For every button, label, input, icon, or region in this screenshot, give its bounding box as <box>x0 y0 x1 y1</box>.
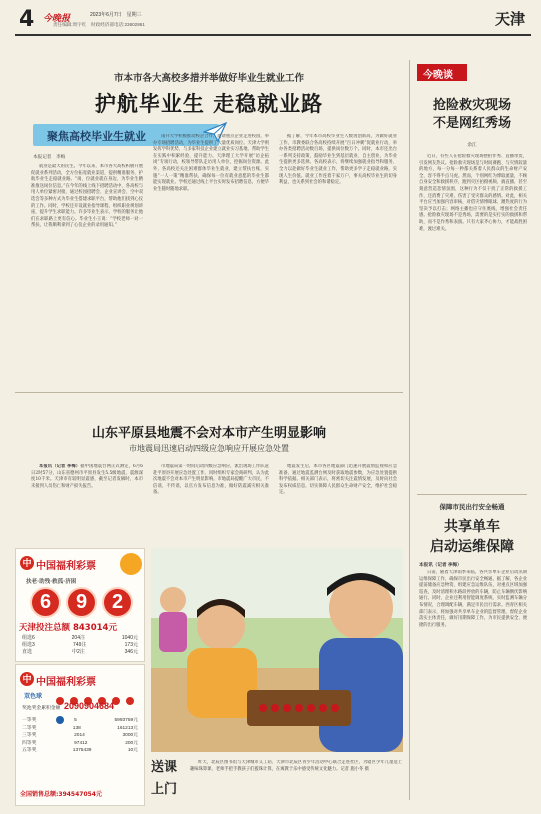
bike-text: 日前，随着天津雨季来临，各共享单车企业启动汛期运维保障工作，确保市民出行安全畅通。据了解，各企业提前储备应急物资，组建应急运维队伍，对重点区域加强巡查，及时清理积水路段停放的车辆，防止车辆倒伏影响通行。同时，企业还利用智能调度系统，实时监测车辆分布情况，合理调配车辆，满足市民出行需求。西青区相关部门表示，将加强对共享单车企业的监督管理，督促企业落实主体责任，做好汛期保障工作，为市民提供安全、便捷的出行服务。 <box>419 570 527 628</box>
bike-kicker: 保障市民出行安全畅通 <box>439 503 505 511</box>
commentary <box>413 62 531 482</box>
pool-amount: 2090904684 <box>64 701 115 711</box>
commentary-title-2: 不是网红秀场 <box>432 116 511 131</box>
lead-col1-text: 就业是最大的民生。今年以来，本市各大高校积极开展促就业系列活动，全方位拓宽就业渠道，提供精准服务，护航毕业生走稳就业路。“岗、位就业就在身边，为毕业生精准推送岗位信息。”在今年的线上线下招聘活动中，各高校与用人单位紧密对接，通过校园招聘会、企业宣讲会、空中双选会等多种方式为毕业生搭建求职平台，帮助他们找到心仪的工作。同时，学校还开设就业指导课程，组织职业规划讲座，提升学生求职能力。许多毕业生表示，学校的服务让他们在求职路上更有信心。毕业生小王说：“学校老师一对一帮扶，让我顺利拿到了心仪企业的录用通知。” <box>31 164 143 229</box>
photo-caption-title <box>151 756 187 804</box>
quake-col1-text: 据中国地震台网正式测定，6月6日2时57分，山东省德州市平原县发生5.5级地震，震源深度10千米。天津市有较明显震感，截至记者发稿时，本市未接到人员伤亡和财产损失报告。 <box>31 464 143 489</box>
caption-title-2: 上门 <box>151 782 178 797</box>
photo-caption <box>190 760 402 804</box>
topic-banner-label: 聚焦高校毕业生就业 <box>47 130 146 143</box>
welfare-lottery-logo-2 <box>20 671 140 689</box>
prize-row: 组选6 204注 1040元 <box>22 635 138 641</box>
quake-col2-text: 市地震局第一时间启动四级应急响应，派出现场工作队赶赴平原县开展应急处置工作，同时组织专家会商研判，认为此次地震不会对本市产生明显影响。市地震局提醒广大市民，不信谣、不传谣，以官方发布信息为准，做好防震减灾相关准备。 <box>153 464 269 496</box>
prize-row: 直选 中2注 346元 <box>22 649 138 655</box>
news-photo <box>151 548 403 752</box>
bike-story <box>413 494 531 806</box>
masthead-logo: 今晚报 <box>43 14 71 24</box>
lottery-logo-text: 中国福利彩票 <box>36 561 96 572</box>
lottery-ad-ssq <box>15 664 145 806</box>
welfare-3d-badge <box>120 553 142 575</box>
lead-col2-text: 南开大学积极推动校企合作，邀请重点企业走进校园，举办专场招聘活动，为毕业生提供了大量优质岗位。天津大学则发挥学科优势，与多家科技企业建立就业实习基地，帮助学生在实践中积累经验、提升能力。天津理工大学开展“访企拓岗”专项行动，校领导带队走访用人单位，挖掘岗位资源。此外，各高校还关注困难群体毕业生就业，建立帮扶台账，实施“一人一策”精准帮扶，确保每一位有就业意愿的毕业生都能实现就业。学校还通过线上平台实时发布招聘信息，方便毕业生随时随地求职。 <box>153 134 269 192</box>
ssq-subtitle: 双色球 <box>24 693 43 700</box>
red-ball <box>126 697 134 705</box>
quake-col3 <box>279 464 397 538</box>
lead-kicker: 市本市各大高校多措并举做好毕业生就业工作 <box>113 73 304 84</box>
winning-ball-3: 2 <box>102 587 133 618</box>
quake-rule <box>15 392 403 393</box>
lead-body-col1 <box>31 164 143 386</box>
lottery-logo-mark: 中 <box>20 556 34 570</box>
quake-col3-text: 地震发生后，本市各区地震部门迅速开展震情监视和应急准备，通过地震监测台网及时获取地震参数，为应急处置提供科学依据。相关部门表示，将密切关注震情发展，及时向社会发布权威信息，切实保障人民群众生命财产安全，维护社会稳定。 <box>279 464 397 496</box>
quake-headline: 山东平原县地震不会对本市产生明显影响 <box>91 426 326 441</box>
photo-caption-text: 昨天，北辰区图书馆与天津城市义工站、天津市北辰区青少年活动中心联合走进社区，为辖区少年儿童送上趣味珠算课，老师手把手教孩子们拨珠计算，在寓教于乐中感受传统文化魅力。记者 施小冬 摄 <box>190 760 402 772</box>
section-name: 天津 <box>494 10 525 28</box>
commentary-body <box>419 154 527 476</box>
draw-total: 天津投注总额 843014元 <box>19 623 117 633</box>
abacus-class-photo <box>151 548 403 752</box>
bike-rule <box>417 494 527 495</box>
lottery-logo-mark-2: 中 <box>20 672 34 686</box>
commentary-title-1: 抢险救灾现场 <box>432 98 511 113</box>
prize-row: 四等奖 97412 200元 <box>22 740 138 746</box>
column-divider <box>409 60 410 800</box>
page-header <box>15 6 531 44</box>
commentary-tag <box>417 64 467 81</box>
welfare-lottery-logo <box>20 555 140 575</box>
bike-byline: 本报讯（记者 李梅） <box>419 562 462 567</box>
lead-col3-text: 据了解，今年本市高校毕业生人数再创新高，为做好就业工作，市教委联合各高校持续开展“百日冲刺”促就业行动，举办各类招聘活动数百场，提供岗位数万个。同时，本市还出台一系列支持政策，鼓励毕业生到基层就业、自主创业，为毕业生提供更多选择。各高校表示，将继续加强就业指导和服务，全力以赴做好毕业生就业工作，帮助更多学子走稳就业路，实现人生价值。就业工作连着千家万户，事关高校毕业生的切身利益，也关系到社会的和谐稳定。 <box>279 134 397 186</box>
pool-label: 奖池奖金累积金额 <box>22 706 61 711</box>
quake-byline: 本报讯（记者 李梅） <box>39 464 81 469</box>
commentary-tag-label: 今晚谈 <box>423 70 453 81</box>
lead-body-col2 <box>153 134 269 386</box>
winning-ball-2: 9 <box>66 587 97 618</box>
editor-line: 责任编辑:周宇红 时政经济部电话:23602861 <box>53 22 145 27</box>
prize-table-ssq <box>22 717 138 755</box>
lottery-ad-3d <box>15 548 145 662</box>
date-line: 2023年6月7日 星期三 <box>90 12 142 18</box>
caption-title-1: 送课 <box>151 760 178 775</box>
prize-row: 三等奖 2014 3000元 <box>22 733 138 738</box>
lead-story <box>15 60 403 390</box>
quake-col1 <box>31 464 143 538</box>
commentary-text: 近日，有些人在抢险救灾现场摆拍作秀、直播带货，引发网友热议。抢险救灾现场是与时间赛跑、与灾情较量的地方，每一分每一秒都关系着人民群众的生命财产安全，容不得半点马虎。然而，个别网红为博取流量，不顾自身安全和救援秩序，跑到灾区拍摄视频、搞直播，甚至刻意营造悲情氛围，这种行为不仅干扰了正常的救援工作，还消费了灾难，伤害了受灾群众的感情。对此，相关平台应当加强内容审核，对借灾情博眼球、蹭热度的行为坚决予以打击；网络主播也应守住底线，增强社会责任感。抢险救灾现场不是秀场，需要的是实打实的救援和帮助，而不是作秀和表演。只有大家齐心协力，才能战胜困难，渡过难关。 <box>419 154 527 232</box>
page-number: 4 <box>19 7 35 32</box>
header-rule <box>15 34 531 36</box>
lead-byline: 本报记者 李梅 <box>33 154 66 159</box>
commentary-byline: 余江 <box>467 142 477 147</box>
lead-headline: 护航毕业生 走稳就业路 <box>94 92 324 116</box>
lottery-slogan: 扶老·助残·救孤·济困 <box>26 579 77 585</box>
quake-story <box>15 392 403 542</box>
quake-subheadline: 市地震局迅速启动四级应急响应开展应急处置 <box>129 444 289 453</box>
quake-col2 <box>153 464 269 538</box>
winning-ball-1: 6 <box>30 587 61 618</box>
bike-title-2: 启动运维保障 <box>430 539 514 555</box>
prize-row: 组选3 749注 173元 <box>22 642 138 648</box>
prize-row: 一等奖 5 5993759元 <box>22 718 138 723</box>
bike-title-1: 共享单车 <box>444 519 500 535</box>
ssq-footer: 全国销售总额:394547054元 <box>20 791 102 798</box>
prize-row: 五等奖 1375439 10元 <box>22 748 138 753</box>
bike-body <box>419 570 527 802</box>
lead-body-col3 <box>279 134 397 386</box>
ssq-balls <box>56 690 140 700</box>
prize-table-3d <box>22 635 138 656</box>
lottery-logo-text-2: 中国福利彩票 <box>36 677 96 688</box>
prize-row: 二等奖 138 161213元 <box>22 725 138 731</box>
